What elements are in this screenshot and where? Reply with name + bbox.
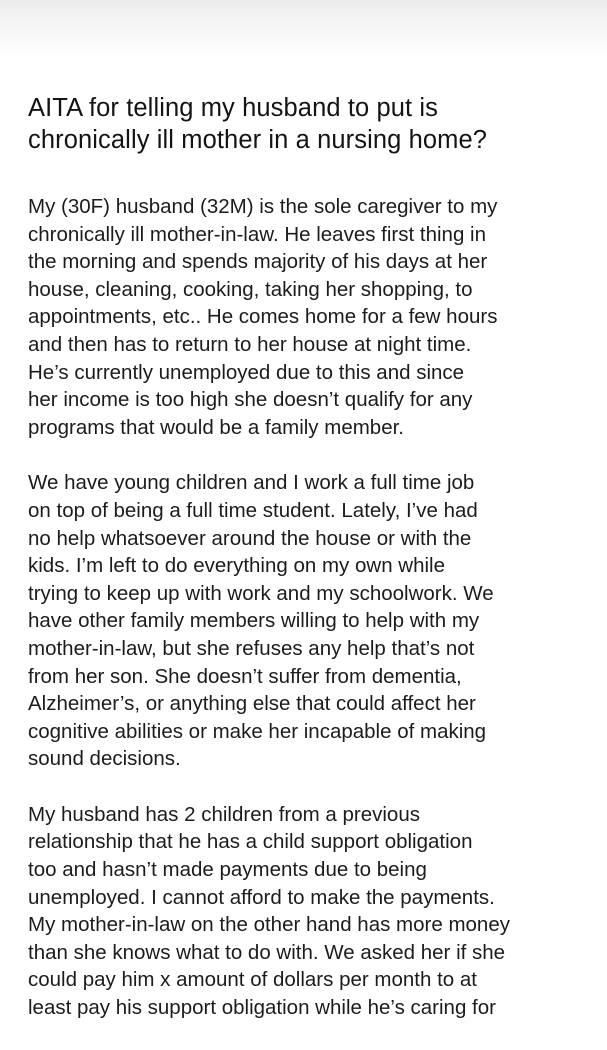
body-line: cognitive abilities or make her incapable of making: [28, 719, 487, 743]
body-line: could pay him x amount of dollars per month to at: [28, 968, 477, 992]
body-line: He’s currently unemployed due to this and since: [28, 360, 465, 384]
body-line: kids. I’m left to do everything on my own while: [28, 554, 446, 578]
body-line: programs that would be a family member.: [28, 415, 404, 439]
body-line: We have young children and I work a full time job: [28, 471, 475, 495]
body-line: no help whatsoever around the house or with the: [28, 526, 472, 550]
paragraph-3: [28, 801, 588, 1022]
body-line: My (30F) husband (32M) is the sole caregiver to my: [28, 195, 498, 218]
body-line: appointments, etc.. He comes home for a few hours: [28, 305, 498, 329]
body-line: on top of being a full time student. Lately, I’ve had: [28, 498, 478, 522]
body-line: than she knows what to do with. We asked her if she: [28, 940, 506, 964]
body-line: house, cleaning, cooking, taking her shopping, to: [28, 277, 473, 301]
body-line: unemployed. I cannot afford to make the payments.: [28, 885, 495, 909]
body-line: and then has to return to her house at night time.: [28, 332, 472, 356]
body-line: too and hasn’t made payments due to being: [28, 858, 427, 882]
body-line: the morning and spends majority of his days at her: [28, 250, 488, 274]
post-title-line: AITA for telling my husband to put is: [28, 94, 439, 122]
post-title: [28, 92, 588, 156]
paragraph-1: [28, 193, 588, 441]
body-line: trying to keep up with work and my schoolwork. We: [28, 581, 494, 605]
body-line: from her son. She doesn’t suffer from dementia,: [28, 664, 462, 688]
body-line: relationship that he has a child support obligation: [28, 830, 473, 854]
body-line: My husband has 2 children from a previous: [28, 802, 420, 826]
paragraph-2: [28, 469, 588, 773]
body-line: least pay his support obligation while he’s caring for: [28, 996, 496, 1020]
body-line: mother-in-law, but she refuses any help that’s not: [28, 636, 475, 660]
body-line: chronically ill mother-in-law. He leaves first thing in: [28, 222, 487, 246]
body-line: My mother-in-law on the other hand has more money: [28, 913, 510, 937]
body-line: sound decisions.: [28, 747, 181, 771]
post-body: [28, 193, 588, 1022]
post: [28, 92, 588, 1050]
body-line: Alzheimer’s, or anything else that could affect her: [28, 692, 476, 716]
body-line: have other family members willing to help with my: [28, 609, 480, 633]
post-title-line: chronically ill mother in a nursing home?: [28, 126, 488, 154]
body-line: her income is too high she doesn’t qualify for any: [28, 388, 473, 412]
top-shadow: [0, 0, 607, 60]
